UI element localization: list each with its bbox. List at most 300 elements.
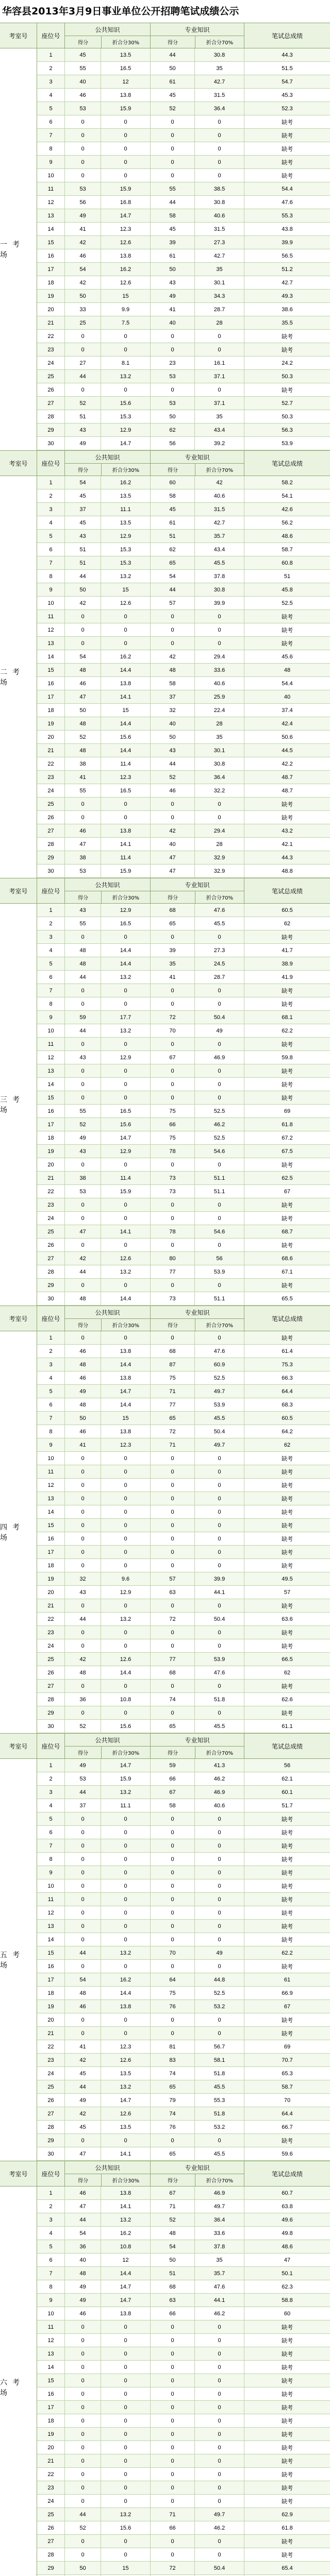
public-weighted-cell: 0 <box>101 1879 151 1892</box>
total-score-cell: 缺考 <box>282 1883 293 1890</box>
professional-weighted-cell: 45.5 <box>195 2147 244 2160</box>
total-score-cell: 62.9 <box>282 2511 293 2518</box>
table-row <box>37 1893 330 1906</box>
professional-score-cell: 77 <box>151 1398 195 1411</box>
table-row <box>37 2521 330 2535</box>
total-score-cell: 缺考 <box>282 2431 293 2438</box>
table-row <box>37 1866 330 1879</box>
professional-score-cell: 0 <box>151 2013 195 2026</box>
table-row <box>37 957 330 971</box>
public-score-cell: 52 <box>65 1720 101 1733</box>
professional-weighted-cell: 0 <box>195 2347 244 2360</box>
seat-cell: 11 <box>37 1465 65 1478</box>
public-weighted-cell: 0 <box>101 1933 151 1946</box>
table-row <box>37 824 330 838</box>
table-row <box>37 2027 330 2040</box>
header-professional-score: 得分 <box>151 464 195 476</box>
professional-weighted-cell: 41.3 <box>195 1759 244 1772</box>
table-row <box>37 1946 330 1960</box>
table-row <box>37 1505 330 1519</box>
total-score-cell: 48.6 <box>282 2243 293 2250</box>
seat-cell: 3 <box>37 930 65 943</box>
seat-cell: 5 <box>37 957 65 970</box>
total-score-cell: 38.6 <box>282 306 293 313</box>
professional-score-cell: 0 <box>151 1479 195 1492</box>
total-score-cell: 43.2 <box>282 827 293 834</box>
public-score-cell: 48 <box>65 664 101 676</box>
total-score-cell: 缺考 <box>282 2538 293 2545</box>
table-row <box>37 1398 330 1412</box>
professional-weighted-cell: 0 <box>195 2441 244 2454</box>
table-row <box>37 330 330 343</box>
professional-score-cell: 0 <box>151 2535 195 2548</box>
professional-weighted-cell: 29.4 <box>195 650 244 663</box>
total-score-cell: 缺考 <box>282 1683 293 1690</box>
seat-cell: 2 <box>37 917 65 930</box>
seat-cell: 20 <box>37 731 65 743</box>
seat-cell: 14 <box>37 223 65 235</box>
seat-cell: 22 <box>37 1613 65 1625</box>
professional-weighted-cell: 0 <box>195 2374 244 2387</box>
professional-weighted-cell: 46.2 <box>195 1772 244 1785</box>
public-score-cell: 0 <box>65 1212 101 1225</box>
public-score-cell: 45 <box>65 489 101 502</box>
professional-weighted-cell: 0 <box>195 1680 244 1692</box>
table-row <box>37 2548 330 2562</box>
professional-weighted-cell: 0 <box>195 129 244 142</box>
table-row <box>37 556 330 570</box>
seat-cell: 4 <box>37 1799 65 1812</box>
professional-score-cell: 0 <box>151 1879 195 1892</box>
public-weighted-cell: 13.5 <box>101 516 151 529</box>
professional-weighted-cell: 46.2 <box>195 1118 244 1131</box>
public-weighted-cell: 13.5 <box>101 489 151 502</box>
header-public-weighted: 折合分30% <box>112 1323 140 1329</box>
total-score-cell: 42.7 <box>282 279 293 286</box>
total-score-cell: 54.4 <box>282 680 293 687</box>
exam-room-section <box>0 2161 330 2576</box>
professional-weighted-cell: 49.7 <box>195 1438 244 1451</box>
table-row <box>37 1786 330 1799</box>
header-professional-score: 得分 <box>151 1319 195 1331</box>
professional-weighted-cell: 0 <box>195 1546 244 1558</box>
public-score-cell: 0 <box>65 1960 101 1973</box>
professional-score-cell: 0 <box>151 1960 195 1973</box>
professional-score-cell: 66 <box>151 1772 195 1785</box>
professional-score-cell: 40 <box>151 838 195 851</box>
total-score-cell: 缺考 <box>282 1202 293 1209</box>
public-weighted-cell: 14.7 <box>101 1385 151 1398</box>
seat-cell: 6 <box>37 971 65 984</box>
professional-score-cell: 44 <box>151 757 195 770</box>
seat-cell: 6 <box>37 115 65 128</box>
public-weighted-cell: 0 <box>101 1239 151 1251</box>
seat-cell: 25 <box>37 2508 65 2521</box>
public-weighted-cell: 12.6 <box>101 2107 151 2120</box>
header-total: 笔试总成绩 <box>271 2170 303 2178</box>
seat-cell: 13 <box>37 1920 65 1933</box>
professional-weighted-cell: 27.3 <box>195 944 244 957</box>
public-score-cell: 49 <box>65 209 101 222</box>
public-score-cell: 41 <box>65 771 101 784</box>
public-weighted-cell: 12.6 <box>101 2054 151 2066</box>
public-score-cell: 0 <box>65 115 101 128</box>
professional-weighted-cell: 56.7 <box>195 2040 244 2053</box>
public-weighted-cell: 8.1 <box>101 357 151 369</box>
table-header <box>0 450 330 476</box>
public-score-cell: 48 <box>65 717 101 730</box>
professional-score-cell: 0 <box>151 129 195 142</box>
seat-cell: 10 <box>37 1024 65 1037</box>
table-row <box>37 1252 330 1265</box>
table-row <box>37 1212 330 1225</box>
professional-score-cell: 68 <box>151 2280 195 2293</box>
professional-score-cell: 43 <box>151 276 195 289</box>
public-score-cell: 0 <box>65 1465 101 1478</box>
public-weighted-cell: 0 <box>101 129 151 142</box>
professional-weighted-cell: 0 <box>195 1599 244 1612</box>
public-weighted-cell: 0 <box>101 1906 151 1919</box>
table-rows <box>37 1331 330 1733</box>
table-row <box>37 1064 330 1078</box>
public-score-cell: 44 <box>65 2508 101 2521</box>
public-weighted-cell: 14.7 <box>101 437 151 450</box>
professional-score-cell: 39 <box>151 944 195 957</box>
header-professional-knowledge: 专业知识 <box>151 1734 244 1747</box>
table-row <box>37 156 330 169</box>
public-score-cell: 0 <box>65 1706 101 1719</box>
table-row <box>37 263 330 276</box>
seat-cell: 14 <box>37 2361 65 2374</box>
table-row <box>37 610 330 623</box>
public-score-cell: 53 <box>65 865 101 877</box>
total-score-cell: 缺考 <box>282 1496 293 1502</box>
table-row <box>37 89 330 102</box>
public-weighted-cell: 14.7 <box>101 209 151 222</box>
public-weighted-cell: 0 <box>101 1706 151 1719</box>
professional-weighted-cell: 47.6 <box>195 1666 244 1679</box>
seat-cell: 27 <box>37 2535 65 2548</box>
public-weighted-cell: 0 <box>101 1599 151 1612</box>
table-body <box>0 1331 330 1733</box>
total-score-cell: 48.6 <box>282 533 293 539</box>
seat-cell: 1 <box>37 476 65 489</box>
header-group-public <box>65 2161 151 2186</box>
professional-weighted-cell: 0 <box>195 1853 244 1866</box>
professional-weighted-cell: 49 <box>195 1024 244 1037</box>
professional-score-cell: 53 <box>151 397 195 410</box>
professional-weighted-cell: 0 <box>195 1839 244 1852</box>
seat-cell: 2 <box>37 1345 65 1358</box>
table-row <box>37 570 330 583</box>
public-score-cell: 0 <box>65 1279 101 1292</box>
public-score-cell: 0 <box>65 997 101 1010</box>
table-body <box>0 48 330 450</box>
public-weighted-cell: 15.3 <box>101 543 151 556</box>
table-row <box>37 2227 330 2240</box>
seat-cell: 20 <box>37 2013 65 2026</box>
professional-weighted-cell: 35 <box>195 410 244 423</box>
header-professional-weighted: 折合分70% <box>206 40 234 46</box>
total-score-cell: 67.2 <box>282 1134 293 1141</box>
total-score-cell: 缺考 <box>282 1482 293 1489</box>
professional-score-cell: 0 <box>151 984 195 997</box>
total-score-cell: 59.6 <box>282 2150 293 2157</box>
public-weighted-cell: 14.4 <box>101 1358 151 1371</box>
total-score-cell: 45.3 <box>282 92 293 98</box>
public-score-cell: 0 <box>65 1853 101 1866</box>
seat-cell: 1 <box>37 2187 65 2199</box>
public-weighted-cell: 0 <box>101 1839 151 1852</box>
table-row <box>37 997 330 1011</box>
seat-cell: 13 <box>37 209 65 222</box>
professional-score-cell: 0 <box>151 1279 195 1292</box>
table-row <box>37 1706 330 1720</box>
public-weighted-cell: 0 <box>101 1279 151 1292</box>
professional-score-cell: 57 <box>151 1572 195 1585</box>
public-score-cell: 42 <box>65 276 101 289</box>
total-score-cell: 缺考 <box>282 2471 293 2478</box>
total-score-cell: 50.6 <box>282 734 293 740</box>
seat-cell: 6 <box>37 1826 65 1839</box>
public-score-cell: 54 <box>65 1973 101 1986</box>
total-score-cell: 64.4 <box>282 1388 293 1395</box>
professional-score-cell: 54 <box>151 2240 195 2253</box>
professional-weighted-cell: 44.1 <box>195 1586 244 1599</box>
professional-weighted-cell: 40.6 <box>195 209 244 222</box>
public-weighted-cell: 11.4 <box>101 757 151 770</box>
professional-weighted-cell: 0 <box>195 1505 244 1518</box>
public-score-cell: 46 <box>65 2187 101 2199</box>
professional-weighted-cell: 30.8 <box>195 757 244 770</box>
professional-weighted-cell: 24.5 <box>195 957 244 970</box>
professional-weighted-cell: 0 <box>195 2454 244 2467</box>
professional-weighted-cell: 0 <box>195 2134 244 2147</box>
professional-weighted-cell: 31.5 <box>195 89 244 101</box>
seat-cell: 19 <box>37 2428 65 2441</box>
seat-cell: 28 <box>37 1693 65 1706</box>
seat-cell: 29 <box>37 2562 65 2574</box>
total-score-cell: 缺考 <box>282 146 293 152</box>
professional-weighted-cell: 0 <box>195 2428 244 2441</box>
professional-score-cell: 76 <box>151 2121 195 2133</box>
professional-score-cell: 0 <box>151 1599 195 1612</box>
professional-score-cell: 0 <box>151 1158 195 1171</box>
public-score-cell: 54 <box>65 650 101 663</box>
public-score-cell: 0 <box>65 1198 101 1211</box>
total-score-cell: 56.5 <box>282 252 293 259</box>
professional-score-cell: 68 <box>151 1345 195 1358</box>
public-weighted-cell: 13.8 <box>101 249 151 262</box>
public-weighted-cell: 14.7 <box>101 1759 151 1772</box>
table-body <box>0 1759 330 2161</box>
professional-score-cell: 0 <box>151 1812 195 1825</box>
seat-cell: 30 <box>37 1292 65 1305</box>
seat-cell: 29 <box>37 1279 65 1292</box>
professional-weighted-cell: 42 <box>195 476 244 489</box>
public-score-cell: 42 <box>65 597 101 609</box>
seat-cell: 30 <box>37 2147 65 2160</box>
total-score-cell: 43.8 <box>282 226 293 232</box>
public-weighted-cell: 0 <box>101 1492 151 1505</box>
table-row <box>37 798 330 811</box>
total-score-cell: 44.3 <box>282 854 293 861</box>
total-score-cell: 64.4 <box>282 2110 293 2117</box>
public-weighted-cell: 15.9 <box>101 182 151 195</box>
header-group-public <box>65 23 151 48</box>
header-professional-weighted: 折合分70% <box>206 1323 234 1329</box>
seat-cell: 26 <box>37 2094 65 2107</box>
seat-cell: 12 <box>37 2334 65 2347</box>
professional-weighted-cell: 0 <box>195 1920 244 1933</box>
public-score-cell: 44 <box>65 1786 101 1799</box>
professional-weighted-cell: 58.1 <box>195 2054 244 2066</box>
total-score-cell: 53.9 <box>282 440 293 447</box>
professional-score-cell: 65 <box>151 1412 195 1425</box>
professional-score-cell: 0 <box>151 1906 195 1919</box>
table-row <box>37 1198 330 1212</box>
professional-weighted-cell: 0 <box>195 1212 244 1225</box>
professional-score-cell: 79 <box>151 2094 195 2107</box>
public-score-cell: 49 <box>65 1385 101 1398</box>
professional-score-cell: 56 <box>151 437 195 450</box>
professional-weighted-cell: 40.6 <box>195 489 244 502</box>
public-score-cell: 44 <box>65 1024 101 1037</box>
professional-weighted-cell: 36.4 <box>195 771 244 784</box>
total-score-cell: 56.3 <box>282 427 293 433</box>
public-score-cell: 48 <box>65 1398 101 1411</box>
header-professional-score: 得分 <box>151 36 195 48</box>
table-row <box>37 1345 330 1358</box>
professional-score-cell: 0 <box>151 610 195 623</box>
header-group-professional <box>151 2161 244 2186</box>
professional-score-cell: 0 <box>151 2495 195 2507</box>
room-label: 二考场 <box>0 476 37 878</box>
professional-weighted-cell: 51.1 <box>195 1185 244 1198</box>
public-weighted-cell: 0 <box>101 2013 151 2026</box>
seat-cell: 16 <box>37 1960 65 1973</box>
total-score-cell: 62 <box>284 1669 291 1676</box>
table-rows <box>37 48 330 450</box>
public-weighted-cell: 13.2 <box>101 1024 151 1037</box>
room-label: 一考场 <box>0 48 37 450</box>
seat-cell: 2 <box>37 1772 65 1785</box>
professional-weighted-cell: 54.6 <box>195 1225 244 1238</box>
table-row <box>37 1933 330 1946</box>
seat-cell: 3 <box>37 1358 65 1371</box>
professional-weighted-cell: 30.8 <box>195 583 244 596</box>
public-score-cell: 0 <box>65 2374 101 2387</box>
total-score-cell: 70 <box>284 2097 291 2104</box>
professional-weighted-cell: 0 <box>195 2387 244 2400</box>
seat-cell: 22 <box>37 330 65 343</box>
public-score-cell: 0 <box>65 1452 101 1465</box>
professional-weighted-cell: 35 <box>195 731 244 743</box>
total-score-cell: 50.3 <box>282 413 293 420</box>
public-weighted-cell: 16.8 <box>101 196 151 209</box>
public-score-cell: 42 <box>65 2107 101 2120</box>
seat-cell: 1 <box>37 1759 65 1772</box>
table-row <box>37 1371 330 1385</box>
total-score-cell: 61.8 <box>282 2524 293 2531</box>
public-weighted-cell: 11.4 <box>101 851 151 864</box>
professional-score-cell: 0 <box>151 2414 195 2427</box>
public-score-cell: 44 <box>65 370 101 383</box>
professional-score-cell: 0 <box>151 623 195 636</box>
public-score-cell: 41 <box>65 2040 101 2053</box>
public-score-cell: 0 <box>65 637 101 650</box>
professional-weighted-cell: 16.1 <box>195 357 244 369</box>
professional-weighted-cell: 52.5 <box>195 1371 244 1384</box>
seat-cell: 30 <box>37 865 65 877</box>
total-score-cell: 48 <box>284 667 291 673</box>
professional-score-cell: 0 <box>151 169 195 182</box>
public-weighted-cell: 13.8 <box>101 1371 151 1384</box>
header-public-weighted: 折合分30% <box>112 1751 140 1756</box>
total-score-cell: 52.5 <box>282 600 293 606</box>
public-score-cell: 0 <box>65 1906 101 1919</box>
public-weighted-cell: 12.6 <box>101 276 151 289</box>
table-row <box>37 2094 330 2107</box>
professional-weighted-cell: 31.5 <box>195 223 244 235</box>
public-weighted-cell: 13.2 <box>101 2213 151 2226</box>
public-score-cell: 52 <box>65 2521 101 2534</box>
professional-weighted-cell: 51.1 <box>195 1292 244 1305</box>
public-score-cell: 0 <box>65 1479 101 1492</box>
seat-cell: 23 <box>37 771 65 784</box>
seat-cell: 18 <box>37 276 65 289</box>
table-row <box>37 1720 330 1733</box>
seat-cell: 8 <box>37 1853 65 1866</box>
public-score-cell: 46 <box>65 249 101 262</box>
seat-cell: 7 <box>37 556 65 569</box>
total-score-cell: 42.1 <box>282 841 293 848</box>
header-group-professional <box>151 1734 244 1758</box>
header-seat: 座位号 <box>37 878 65 903</box>
total-score-cell: 58.7 <box>282 2083 293 2090</box>
total-score-cell: 缺考 <box>282 1856 293 1863</box>
total-score-cell: 缺考 <box>282 387 293 394</box>
header-public-score: 得分 <box>65 464 102 476</box>
header-public-knowledge: 公共知识 <box>65 878 150 891</box>
total-score-cell: 缺考 <box>282 801 293 808</box>
professional-score-cell: 0 <box>151 1078 195 1091</box>
public-weighted-cell: 14.7 <box>101 2294 151 2307</box>
public-weighted-cell: 15.9 <box>101 865 151 877</box>
professional-weighted-cell: 49 <box>195 1946 244 1959</box>
public-weighted-cell: 13.8 <box>101 1345 151 1358</box>
total-score-cell: 缺考 <box>282 2017 293 2024</box>
table-row <box>37 1879 330 1893</box>
public-weighted-cell: 13.5 <box>101 48 151 61</box>
seat-cell: 18 <box>37 1131 65 1144</box>
total-score-cell: 24.2 <box>282 360 293 366</box>
public-weighted-cell: 0 <box>101 1960 151 1973</box>
seat-cell: 11 <box>37 610 65 623</box>
public-score-cell: 38 <box>65 757 101 770</box>
table-row <box>37 209 330 223</box>
public-score-cell: 50 <box>65 1412 101 1425</box>
table-row <box>37 423 330 437</box>
total-score-cell: 66.9 <box>282 1990 293 1996</box>
public-score-cell: 46 <box>65 1371 101 1384</box>
professional-weighted-cell: 44.8 <box>195 1973 244 1986</box>
public-weighted-cell: 0 <box>101 115 151 128</box>
table-row <box>37 437 330 450</box>
total-score-cell: 60 <box>284 2310 291 2317</box>
professional-score-cell: 0 <box>151 1839 195 1852</box>
seat-cell: 17 <box>37 1973 65 1986</box>
